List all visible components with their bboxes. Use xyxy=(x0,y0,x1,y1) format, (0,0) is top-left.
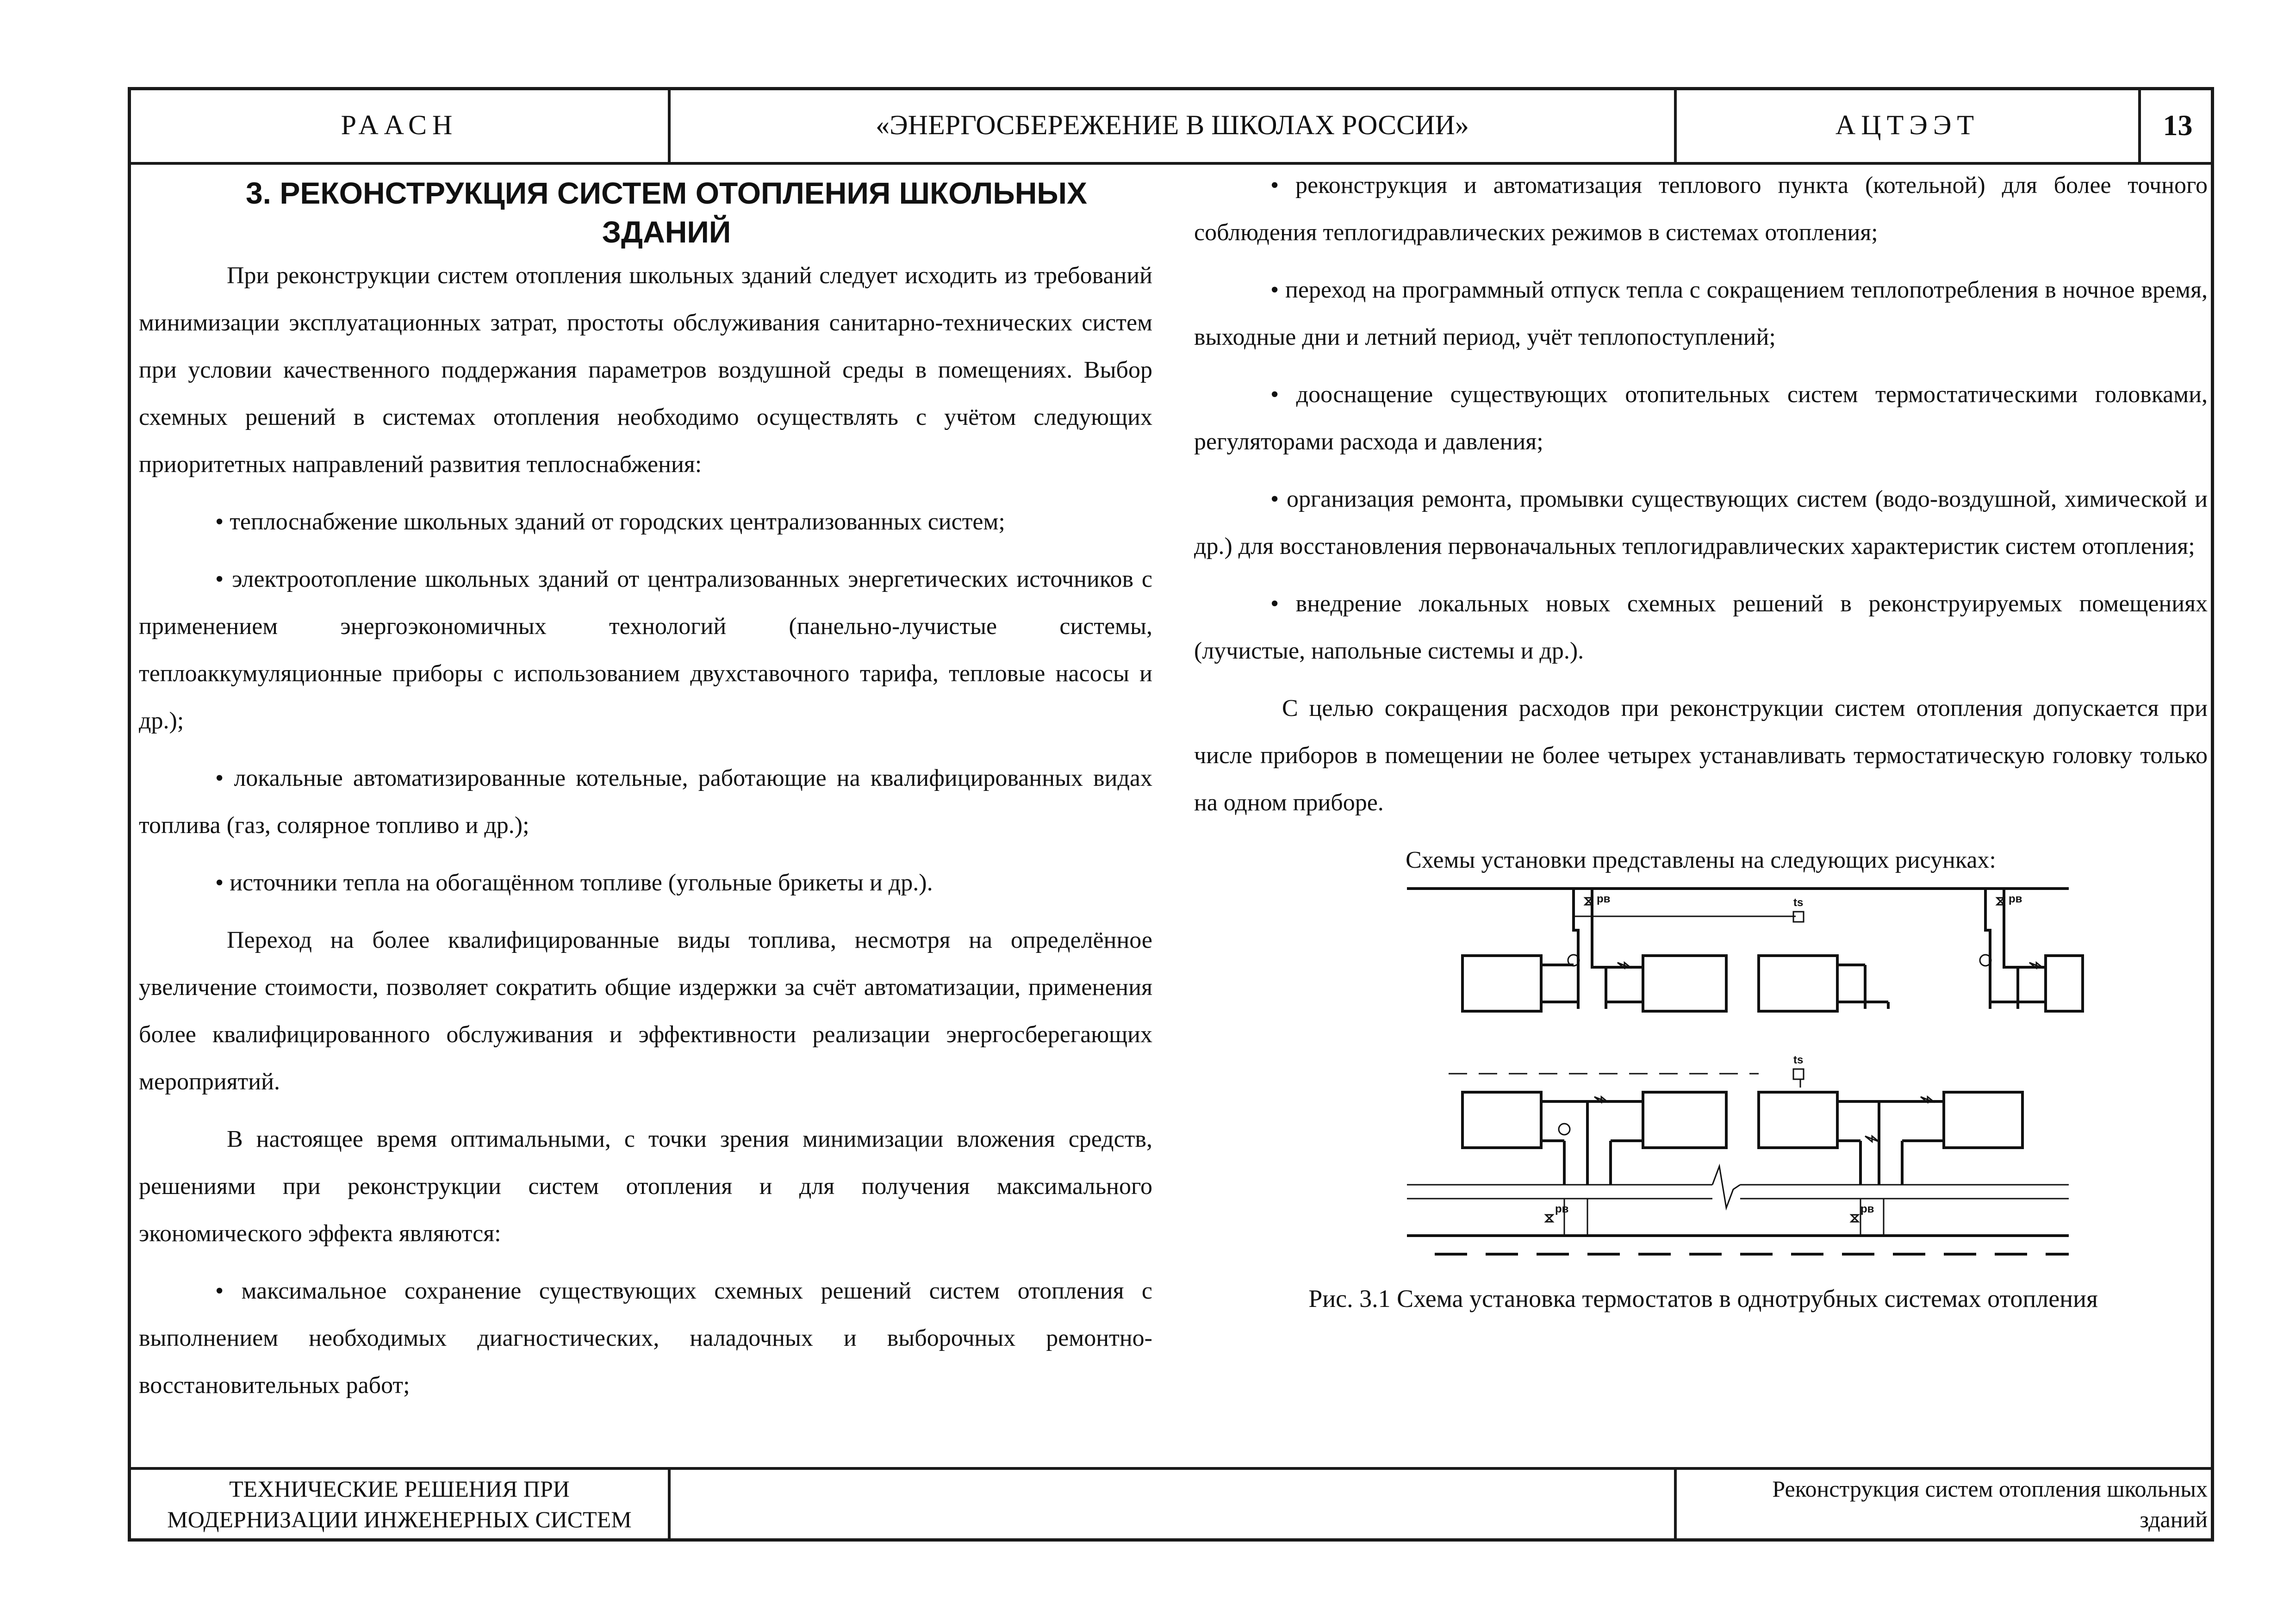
radiator-1 xyxy=(1462,956,1541,1011)
header-org-right: АЦТЭЭТ xyxy=(1835,110,1980,140)
paragraph: В настоящее время оптимальными, с точки зрения минимизации вложения средств, решениями при реконструкции систем отопления и для получения максимального экономического эффекта являются: xyxy=(139,1126,1152,1247)
paragraph: • локальные автоматизированные котельные, работающие на квалифицированных видах топлива (газ, солярное топливо и др.); xyxy=(139,765,1152,839)
footer-left-line2: МОДЕРНИЗАЦИИ ИНЖЕНЕРНЫХ СИСТЕМ xyxy=(167,1506,632,1532)
radiator-5 xyxy=(1462,1092,1541,1148)
paragraph: • электроотопление школьных зданий от централизованных энергетических источников с применением энергоэкономичных технологий (панельно-лучистые системы, теплоаккумуляционные приборы с использованием двухставочного тарифа, тепловые насосы и др.); xyxy=(139,566,1152,734)
radiator-3 xyxy=(1759,956,1837,1011)
radiator-7 xyxy=(1759,1092,1837,1148)
valve-label-4: рв xyxy=(1860,1203,1874,1215)
radiator-4 xyxy=(2046,956,2083,1011)
footer-left xyxy=(131,1469,668,1539)
page-number: 13 xyxy=(2163,108,2193,142)
thermostat-scheme-figure xyxy=(1388,870,2092,1268)
header-org-left: РААСН xyxy=(341,110,458,140)
figure-caption: Рис. 3.1 Схема установка термостатов в однотрубных системах отопления xyxy=(1308,1285,2098,1312)
footer-left-line1: ТЕХНИЧЕСКИЕ РЕШЕНИЯ ПРИ xyxy=(229,1476,570,1502)
left-column-text xyxy=(139,252,1152,1409)
section-title xyxy=(153,174,1180,251)
radiator-6 xyxy=(1643,1092,1726,1148)
valve-label-1: рв xyxy=(1597,893,1611,905)
header-sep-3 xyxy=(2138,87,2141,163)
sensor-label-upper: ts xyxy=(1793,896,1804,909)
paragraph: • теплоснабжение школьных зданий от городских централизованных систем; xyxy=(215,509,1005,535)
footer-right-line1: Реконструкция систем отопления школьных xyxy=(1772,1476,2208,1502)
paragraph: Переход на более квалифицированные виды топлива, несмотря на определённое увеличение стоимости, позволяет сократить общие издержки за счёт автоматизации, применения более квалифицированного обслуживания и эффективности реализации энергосберегающих мероприятий. xyxy=(139,927,1152,1095)
paragraph: • организация ремонта, промывки существующих систем (водо-воздушной, химической и др.) для восстановления первоначальных теплогидравлических характеристик систем отопления; xyxy=(1194,486,2208,560)
radiator-8 xyxy=(1944,1092,2022,1148)
paragraph: При реконструкции систем отопления школьных зданий следует исходить из требований минимизации эксплуатационных затрат, простоты обслуживания санитарно-технических систем при условии качественного поддержания параметров воздушной среды в помещениях. Выбор схемных решений в системах отопления необходимо осуществлять с учётом следующих приоритетных направлений развития теплоснабжения: xyxy=(139,262,1152,478)
header-project-title: «ЭНЕРГОСБЕРЕЖЕНИЕ В ШКОЛАХ РОССИИ» xyxy=(876,110,1469,140)
paragraph: • реконструкция и автоматизация теплового пункта (котельной) для более точного соблюдения теплогидравлических режимов в системах отопления; xyxy=(1194,172,2208,246)
radiator-2 xyxy=(1643,956,1726,1011)
sensor-label-lower: ts xyxy=(1793,1054,1804,1066)
paragraph: • источники тепла на обогащённом топливе (угольные брикеты и др.). xyxy=(215,870,933,896)
footer-right xyxy=(1675,1469,2212,1539)
paragraph: • дооснащение существующих отопительных систем термостатическими головками, регуляторами расхода и давления; xyxy=(1194,381,2208,455)
footer-right-line2: зданий xyxy=(2140,1506,2208,1532)
right-column-text xyxy=(1194,162,2208,884)
paragraph: • внедрение локальных новых схемных решений в реконструируемых помещениях (лучистые, напольные системы и др.). xyxy=(1194,591,2208,664)
paragraph: • максимальное сохранение существующих схемных решений систем отопления с выполнением необходимых диагностических, наладочных и выборочных ремонтно-восстановительных работ; xyxy=(139,1278,1152,1399)
section-title-line1: 3. РЕКОНСТРУКЦИЯ СИСТЕМ ОТОПЛЕНИЯ ШКОЛЬНЫХ xyxy=(245,176,1088,210)
paragraph: • переход на программный отпуск тепла с сокращением теплопотребления в ночное время, выходные дни и летний период, учёт теплопоступлений; xyxy=(1194,277,2208,350)
section-title-line2: ЗДАНИЙ xyxy=(602,215,731,249)
valve-label-3: рв xyxy=(1555,1203,1569,1215)
valve-label-2: рв xyxy=(2009,893,2022,905)
footer-sep-1 xyxy=(668,1467,671,1542)
paragraph: С целью сокращения расходов при реконструкции систем отопления допускается при числе приборов в помещении не более четырех устанавливать термостатическую головку только на одном приборе. xyxy=(1194,695,2208,816)
paragraph: Схемы установки представлены на следующих рисунках: xyxy=(1406,847,1996,873)
